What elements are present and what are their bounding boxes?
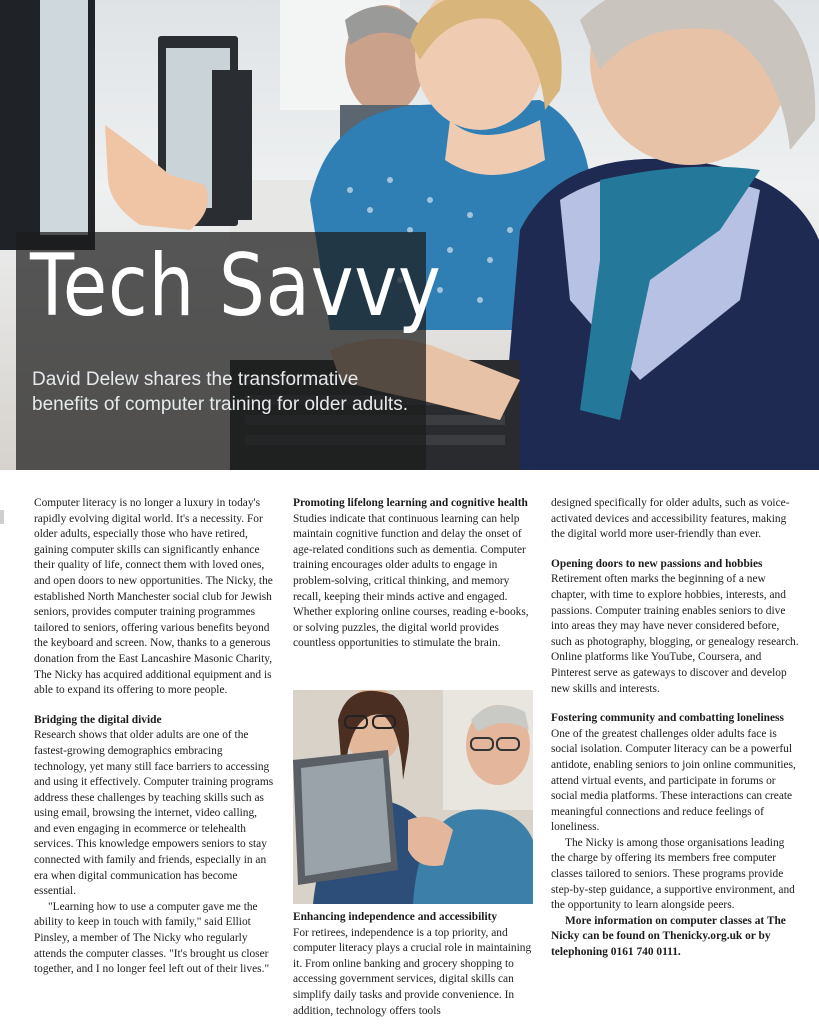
heading-independence: Enhancing independence and accessibility (293, 911, 498, 923)
heading-community: Fostering community and combatting loneliness (551, 712, 784, 725)
independence-paragraph: For retirees, independence is a top priority, and computer literacy plays a crucial role in maintaining it. From online banking and grocery shopping to accessing government services, digital skills can simplify daily tasks and provide convenience. In addition, technology offers tools (293, 926, 532, 1017)
heading-passions: Opening doors to new passions and hobbies (551, 557, 763, 570)
nicky-paragraph: The Nicky is among those organisations leading the charge by offering its members free computer classes tailored to seniors. These programs provide step-by-step guidance, a supportive environment, and the opportunity to learn alongside peers. (551, 836, 795, 912)
page-edge-mark (0, 510, 4, 524)
closing-info: More information on computer classes at The Nicky can be found on Thenicky.org.uk or by telephoning 0161 740 0111. (551, 914, 786, 959)
quote-paragraph: "Learning how to use a computer gave me the ability to keep in touch with family," said Elliot Pinsley, a member of The Nicky who regularly attends the computer classes. "It's brought us closer together, and I no longer feel left out of their lives." (34, 900, 270, 976)
column-3 (551, 496, 799, 961)
page-title: Tech Savvy (30, 236, 442, 336)
tablet-illustration (293, 690, 533, 904)
hero-photo (0, 0, 819, 470)
standfirst: David Delew shares the transformative benefits of computer training for older adults. (32, 369, 408, 415)
intro-paragraph: Computer literacy is no longer a luxury in today's rapidly evolving digital world. It's a necessity. For older adults, especially those who have retired, gaining computer skills can significantly enhance their quality of life, connect them with loved ones, and open doors to new opportunities. The Nicky, the established North Manchester social club for Jewish seniors, provides computer training programmes tailored to seniors, offering various benefits beyond the keyboard and screen. Now, thanks to a generous donation from the East Lancashire Masonic Charity, The Nicky has acquired additional equipment and is able to expand its offering to more people. (34, 497, 273, 697)
passions-paragraph: Retirement often marks the beginning of a new chapter, with time to explore hobbies, interests, and passions. Computer training enables seniors to dive into areas they may have never considered before, such as photography, blogging, or genealogy research. Online platforms like YouTube, Coursera, and Pinterest serve as gateways to discover and develop new skills and interests. (551, 573, 799, 695)
continued-paragraph: designed specifically for older adults, such as voice-activated devices and accessibility features, making the digital world more user-friendly than ever. (551, 497, 790, 541)
column-1 (34, 496, 276, 978)
community-paragraph: One of the greatest challenges older adults face is social isolation. Computer literacy can be a powerful antidote, enabling seniors to join online communities, attend virtual events, and participate in forums or social media platforms. These interactions can create meaningful connections and reduce feelings of loneliness. (551, 727, 796, 834)
column-2-continued (293, 910, 538, 1019)
bridging-paragraph: Research shows that older adults are one of the fastest-growing demographics embracing technology, yet many still face barriers to accessing and using it effectively. Computer training programs address these challenges by teaching skills such as using email, browsing the internet, video calling, and even engaging in ecommerce or telehealth services. This knowledge empowers seniors to stay connected with family and friends, especially in an era when digital communication has become essential. (34, 729, 274, 898)
inset-photo (293, 690, 533, 904)
lifelong-paragraph: Studies indicate that continuous learning can help maintain cognitive function and delay the onset of age-related conditions such as dementia. Computer training encourages older adults to engage in problem-solving, critical thinking, and memory recall, keeping their minds active and engaged. Whether exploring online courses, reading e-books, or solving puzzles, the digital world provides countless opportunities to stimulate the brain. (293, 512, 529, 650)
heading-lifelong-learning: Promoting lifelong learning and cognitive health (293, 497, 528, 509)
column-2 (293, 496, 535, 652)
heading-bridging: Bridging the digital divide (34, 713, 162, 726)
